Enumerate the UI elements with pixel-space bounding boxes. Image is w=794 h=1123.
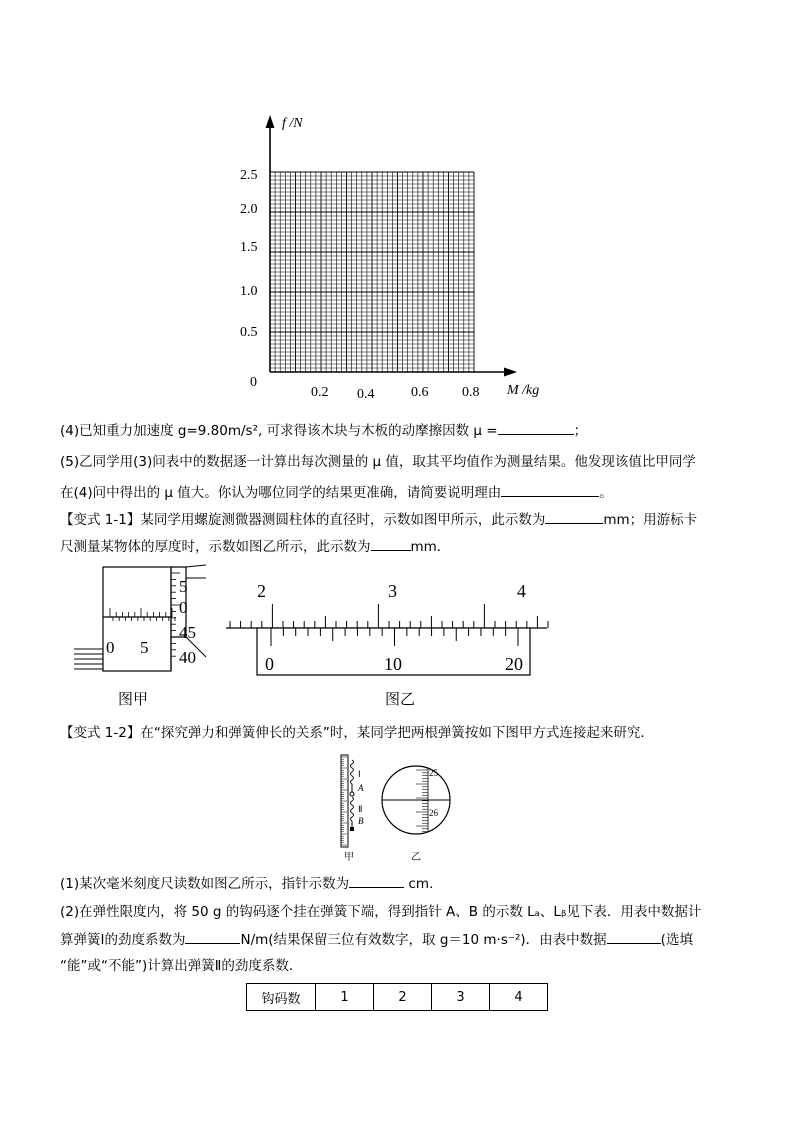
question-5-line-1: (5)乙同学用(3)问表中的数据逐一计算出每次测量的 μ 值，取其平均值作为测量结果。他发现该值比甲同学 — [60, 454, 696, 470]
micrometer-figure — [70, 563, 210, 678]
table-header-cell: 钩码数 — [247, 984, 316, 1011]
q4-end: ； — [573, 423, 588, 439]
x-axis-arrow — [504, 368, 517, 377]
q5-answer-blank[interactable] — [501, 482, 599, 497]
table-cell: 4 — [490, 984, 548, 1011]
q2-text-a: 算弹簧Ⅰ的劲度系数为 — [60, 932, 186, 948]
spring-label-a: A — [358, 783, 364, 793]
question-2-line-2 — [60, 929, 740, 950]
micrometer-main-0: 0 — [106, 638, 115, 657]
v1-text-a: 【变式 1-1】某同学用螺旋测微器测圆柱体的直径时，示数如图甲所示，此示数为 — [60, 512, 546, 528]
variant-1-1-line-2 — [60, 536, 740, 557]
x-tick-0-2: 0.2 — [311, 385, 329, 400]
q1-text: (1)某次毫米刻度尺读数如图乙所示，指针示数为 — [60, 876, 350, 892]
micrometer-main-5: 5 — [140, 638, 149, 657]
y-tick-2-5: 2.5 — [240, 168, 258, 183]
variant-1-1-line-1 — [60, 509, 740, 530]
caliper-figure — [222, 578, 552, 678]
x-tick-0-4: 0.4 — [357, 387, 375, 402]
thimble-5: 5 — [179, 577, 188, 596]
question-4 — [60, 420, 740, 441]
thimble-45: 45 — [179, 623, 196, 642]
hook-table — [246, 983, 548, 1011]
q4-text: (4)已知重力加速度 g=9.80m/s², 可求得该木块与木板的动摩擦因数 μ = — [60, 423, 498, 439]
q2-text-c: (选填 — [660, 932, 693, 948]
y-tick-1-0: 1.0 — [240, 284, 258, 299]
variant-1-2-intro: 【变式 1-2】在“探究弹力和弹簧伸长的关系”时，某同学把两根弹簧按如下图甲方式连接起来研究． — [60, 725, 654, 741]
spring-label-b: B — [358, 816, 364, 826]
x-tick-0-8: 0.8 — [462, 385, 480, 400]
question-2-line-1: (2)在弹性限度内，将 50 g 的钩码逐个挂在弹簧下端，得到指针 A、B 的示数 Lₐ、Lᵦ见下表．用表中数据计 — [60, 904, 702, 920]
y-tick-2-0: 2.0 — [240, 202, 258, 217]
table-cell: 3 — [432, 984, 490, 1011]
y-axis-label: f /N — [282, 116, 303, 131]
q4-answer-blank[interactable] — [498, 420, 574, 435]
thimble-0: 0 — [179, 598, 188, 617]
spring-figure — [330, 752, 470, 864]
question-2-line-3: “能”或“不能”)计算出弹簧Ⅱ的劲度系数． — [60, 958, 303, 974]
thimble-40: 40 — [179, 648, 196, 667]
v1-caliper-blank[interactable] — [371, 536, 411, 551]
q1-answer-blank[interactable] — [349, 873, 404, 888]
q2-text-b: N/m(结果保留三位有效数字，取 g＝10 m·s⁻²)．由表中数据 — [240, 932, 607, 948]
spring-caption-left: 甲 — [344, 852, 354, 863]
v1-text-c: 尺测量某物体的厚度时，示数如图乙所示，此示数为 — [60, 539, 371, 555]
f-m-graph — [230, 105, 550, 405]
q1-end: cm. — [404, 876, 434, 892]
v1-text-b: mm；用游标卡 — [603, 512, 698, 528]
caliper-vernier-0: 0 — [265, 654, 274, 674]
q5-text: 在(4)问中得出的 μ 值大。你认为哪位同学的结果更准确，请简要说明理由 — [60, 485, 502, 501]
caliper-main-4: 4 — [517, 581, 526, 601]
spring-label-1: Ⅰ — [358, 769, 361, 779]
magnifier-25: 25 — [429, 768, 438, 778]
caliper-vernier-10: 10 — [384, 654, 402, 674]
question-5-line-2 — [60, 482, 740, 503]
magnifier-26: 26 — [429, 808, 438, 818]
caliper-vernier-20: 20 — [505, 654, 523, 674]
q5-end: 。 — [599, 485, 613, 501]
spring-caption-right: 乙 — [411, 852, 421, 863]
v1-text-d: mm. — [410, 539, 442, 555]
y-axis-arrow — [266, 115, 275, 128]
caliper-main-2: 2 — [257, 581, 266, 601]
caliper-caption: 图乙 — [385, 690, 416, 708]
table-cell: 2 — [374, 984, 432, 1011]
y-tick-1-5: 1.5 — [240, 240, 258, 255]
q2-can-blank[interactable] — [607, 929, 661, 944]
spring-label-2: Ⅱ — [358, 804, 363, 814]
x-axis-label: M /kg — [507, 383, 540, 398]
table-cell: 1 — [316, 984, 374, 1011]
micrometer-caption: 图甲 — [118, 690, 149, 708]
x-tick-0-6: 0.6 — [411, 385, 429, 400]
q2-stiffness-blank[interactable] — [185, 929, 240, 944]
graph-grid — [270, 172, 474, 372]
y-tick-0-5: 0.5 — [240, 325, 258, 340]
caliper-main-3: 3 — [388, 581, 397, 601]
v1-micrometer-blank[interactable] — [545, 509, 603, 524]
origin-label: 0 — [250, 375, 257, 390]
question-1 — [60, 873, 740, 894]
table-row — [247, 984, 548, 1011]
